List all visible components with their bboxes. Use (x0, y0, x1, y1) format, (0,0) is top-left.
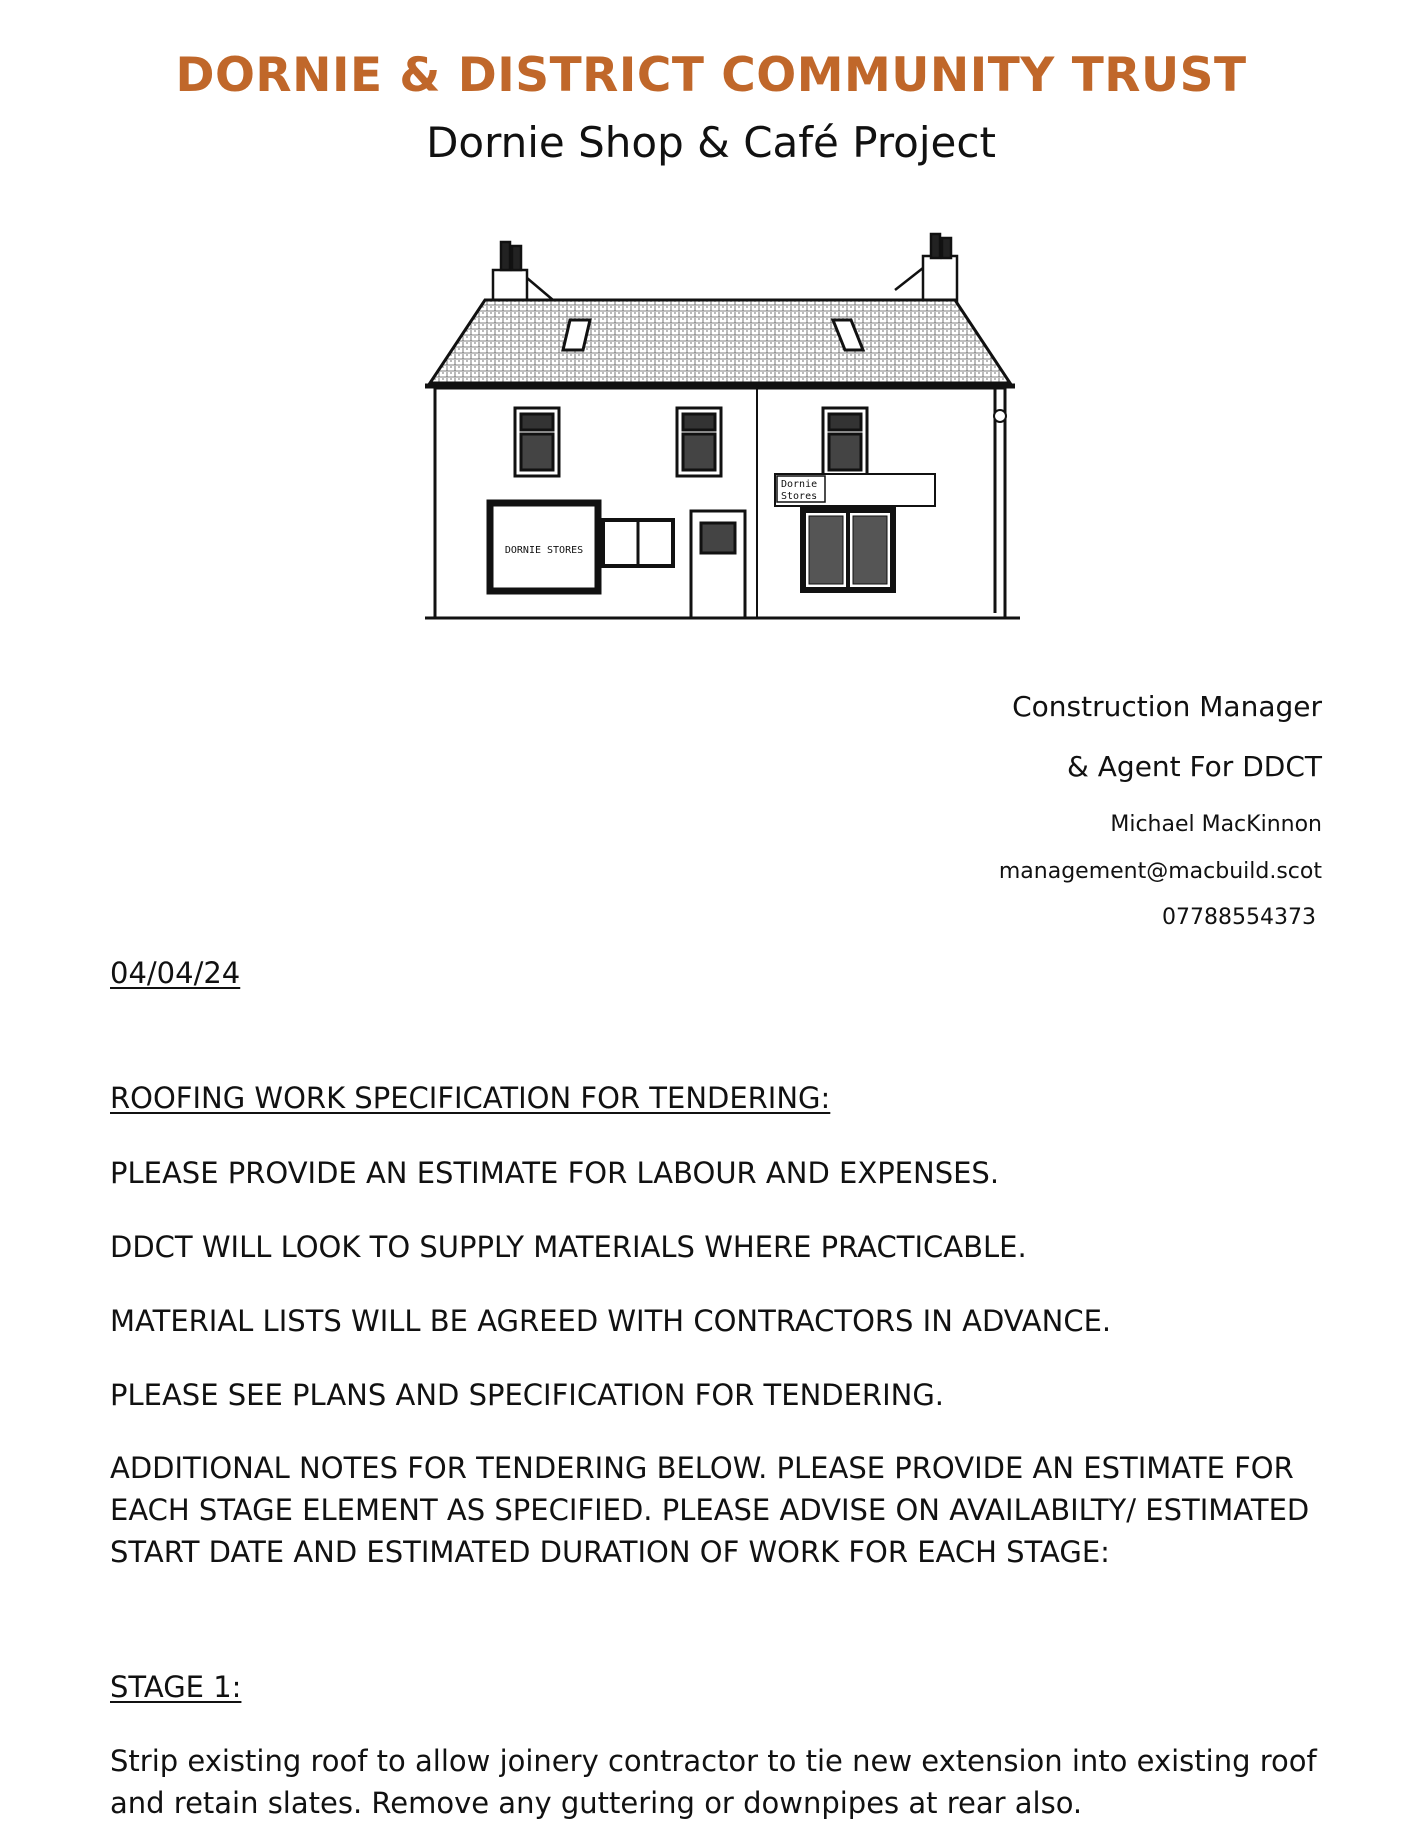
organisation-title: DORNIE & DISTRICT COMMUNITY TRUST (175, 48, 1247, 103)
paragraph-additional-notes: ADDITIONAL NOTES FOR TENDERING BELOW. PLEASE PROVIDE AN ESTIMATE FOR EACH STAGE ELEMENT AS SPECIFIED. PLEASE ADVISE ON AVAILABILTY/ ESTIMATED START DATE AND ESTIMATED DURATION OF WORK FOR EACH STAGE: (110, 1451, 1310, 1569)
stage1-text: Strip existing roof to allow joinery contractor to tie new extension into existing roof and retain slates. Remove any guttering or downpipes at rear also. (110, 1744, 1317, 1820)
front-door (691, 511, 745, 618)
paragraph-material-lists: MATERIAL LISTS WILL BE AGREED WITH CONTRACTORS IN ADVANCE. (110, 1304, 1112, 1338)
spec-heading: ROOFING WORK SPECIFICATION FOR TENDERING: (110, 1081, 831, 1115)
paragraph-estimate: PLEASE PROVIDE AN ESTIMATE FOR LABOUR AND EXPENSES. (110, 1156, 1000, 1190)
contact-email[interactable]: management@macbuild.scot (998, 859, 1322, 884)
stage1-heading: STAGE 1: (110, 1670, 242, 1704)
building-sketch-illustration (405, 228, 1020, 628)
shop-sign-right-line2: Stores (781, 491, 818, 502)
paragraph-plans: PLEASE SEE PLANS AND SPECIFICATION FOR TENDERING. (110, 1378, 945, 1412)
shop-sign-right-line1: Dornie (781, 479, 818, 490)
project-title: Dornie Shop & Café Project (426, 118, 996, 167)
contact-role-line2: & Agent For DDCT (1067, 750, 1322, 783)
shop-sign-left: DORNIE STORES (504, 545, 584, 556)
shop-window-right (803, 510, 893, 590)
paragraph-materials: DDCT WILL LOOK TO SUPPLY MATERIALS WHERE PRACTICABLE. (110, 1230, 1027, 1264)
contact-phone: 07788554373 (1162, 905, 1316, 930)
slate-roof (430, 300, 1010, 383)
contact-name: Michael MacKinnon (1110, 812, 1322, 837)
contact-role-line1: Construction Manager (1012, 690, 1322, 723)
document-date: 04/04/24 (110, 956, 241, 990)
